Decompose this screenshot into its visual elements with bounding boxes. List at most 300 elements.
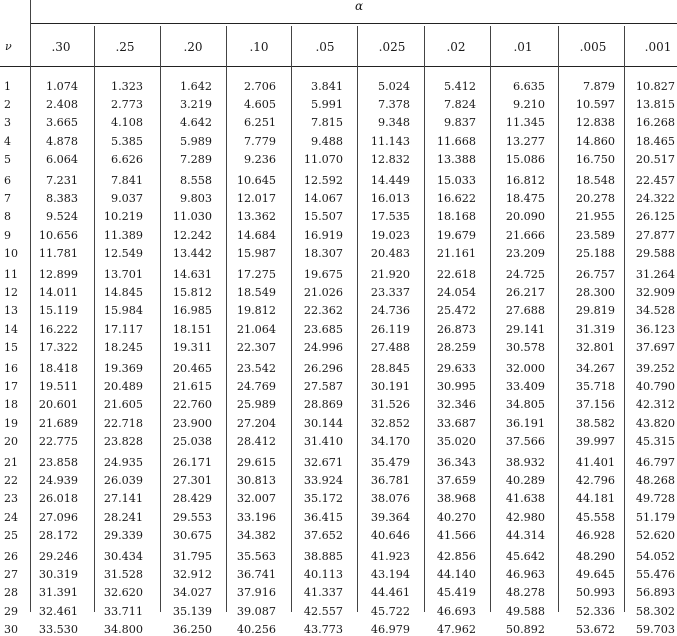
- column-divider-2: [160, 26, 161, 612]
- table-cell: 12.242: [172, 228, 212, 242]
- table-cell: 14.684: [236, 228, 276, 242]
- table-cell: 50.892: [505, 622, 545, 636]
- table-cell: 30.995: [436, 380, 476, 394]
- table-cell: 39.087: [236, 604, 276, 618]
- table-cell: 35.139: [172, 604, 212, 618]
- table-cell: 12.549: [103, 246, 143, 260]
- table-cell: 37.697: [635, 340, 675, 354]
- table-cell: 32.909: [635, 286, 675, 300]
- table-cell: 46.928: [575, 528, 615, 542]
- table-cell: 16.750: [575, 152, 615, 166]
- table-cell: 20.465: [172, 362, 212, 375]
- table-cell: 18.418: [38, 362, 78, 375]
- table-cell: 25.472: [436, 304, 476, 318]
- nu-value: 2: [4, 98, 11, 112]
- column-divider-1: [94, 26, 95, 612]
- table-cell: 20.278: [575, 192, 615, 206]
- table-cell: 32.620: [103, 586, 143, 600]
- table-cell: 34.267: [575, 362, 615, 375]
- table-cell: 15.086: [505, 152, 545, 166]
- column-divider-3: [226, 26, 227, 612]
- table-cell: 29.246: [38, 550, 78, 563]
- table-cell: 28.429: [172, 492, 212, 506]
- table-cell: 7.779: [243, 134, 276, 148]
- table-cell: 35.020: [436, 434, 476, 448]
- table-cell: 22.775: [38, 434, 78, 448]
- table-cell: 22.362: [303, 304, 343, 318]
- table-cell: 13.701: [103, 268, 143, 281]
- column-divider-4: [291, 26, 292, 612]
- table-cell: 19.511: [38, 380, 78, 394]
- table-cell: 10.656: [38, 228, 78, 242]
- table-cell: 58.302: [635, 604, 675, 618]
- table-cell: 34.528: [635, 304, 675, 318]
- table-cell: 18.151: [172, 322, 212, 336]
- table-cell: 50.993: [575, 586, 615, 600]
- table-cell: 27.587: [303, 380, 343, 394]
- table-cell: 4.878: [45, 134, 78, 148]
- table-cell: 9.210: [512, 98, 545, 112]
- table-cell: 14.860: [575, 134, 615, 148]
- table-cell: 3.219: [179, 98, 212, 112]
- table-cell: 52.336: [575, 604, 615, 618]
- table-cell: 10.597: [575, 98, 615, 112]
- table-cell: 49.728: [635, 492, 675, 506]
- table-cell: 16.013: [370, 192, 410, 206]
- table-cell: 38.076: [370, 492, 410, 506]
- table-cell: 7.289: [179, 152, 212, 166]
- table-cell: 15.812: [172, 286, 212, 300]
- table-cell: 5.991: [310, 98, 343, 112]
- table-cell: 4.108: [110, 116, 143, 130]
- table-cell: 28.172: [38, 528, 78, 542]
- table-cell: 35.479: [370, 456, 410, 469]
- table-cell: 48.268: [635, 474, 675, 488]
- table-cell: 5.989: [179, 134, 212, 148]
- table-cell: 40.270: [436, 510, 476, 524]
- table-cell: 20.090: [505, 210, 545, 224]
- table-cell: 7.378: [377, 98, 410, 112]
- table-cell: 34.027: [172, 586, 212, 600]
- table-cell: 36.191: [505, 416, 545, 430]
- table-cell: 51.179: [635, 510, 675, 524]
- table-cell: 15.984: [103, 304, 143, 318]
- column-divider-7: [490, 26, 491, 612]
- table-cell: 23.685: [303, 322, 343, 336]
- table-cell: 56.893: [635, 586, 675, 600]
- table-cell: 1.074: [45, 80, 78, 93]
- table-cell: 14.067: [303, 192, 343, 206]
- table-cell: 31.319: [575, 322, 615, 336]
- table-cell: 21.955: [575, 210, 615, 224]
- table-cell: 45.722: [370, 604, 410, 618]
- nu-value: 12: [4, 286, 18, 300]
- table-cell: 25.038: [172, 434, 212, 448]
- table-cell: 40.289: [505, 474, 545, 488]
- table-cell: 43.194: [370, 568, 410, 582]
- table-cell: 18.465: [635, 134, 675, 148]
- table-cell: 46.963: [505, 568, 545, 582]
- table-cell: 40.256: [236, 622, 276, 636]
- alpha-header-3: .20: [183, 40, 203, 54]
- table-cell: 16.985: [172, 304, 212, 318]
- table-cell: 9.236: [243, 152, 276, 166]
- alpha-label: α: [354, 0, 364, 13]
- nu-value: 18: [4, 398, 18, 412]
- table-cell: 29.615: [236, 456, 276, 469]
- table-cell: 16.812: [505, 174, 545, 187]
- table-cell: 32.000: [505, 362, 545, 375]
- table-cell: 28.412: [236, 434, 276, 448]
- table-cell: 17.275: [236, 268, 276, 281]
- table-cell: 26.119: [370, 322, 410, 336]
- table-cell: 15.987: [236, 246, 276, 260]
- alpha-header-7: .02: [446, 40, 466, 54]
- table-cell: 40.790: [635, 380, 675, 394]
- table-cell: 30.144: [303, 416, 343, 430]
- table-cell: 34.170: [370, 434, 410, 448]
- table-cell: 20.489: [103, 380, 143, 394]
- table-cell: 12.838: [575, 116, 615, 130]
- table-cell: 29.141: [505, 322, 545, 336]
- table-cell: 39.997: [575, 434, 615, 448]
- nu-value: 22: [4, 474, 18, 488]
- table-cell: 29.633: [436, 362, 476, 375]
- alpha-header-10: .001: [644, 40, 672, 54]
- nu-value: 26: [4, 550, 18, 563]
- table-cell: 9.348: [377, 116, 410, 130]
- table-cell: 45.642: [505, 550, 545, 563]
- table-cell: 23.337: [370, 286, 410, 300]
- table-cell: 2.773: [110, 98, 143, 112]
- table-cell: 13.442: [172, 246, 212, 260]
- table-cell: 13.362: [236, 210, 276, 224]
- table-cell: 10.645: [236, 174, 276, 187]
- column-divider-6: [424, 26, 425, 612]
- table-cell: 5.385: [110, 134, 143, 148]
- table-cell: 12.899: [38, 268, 78, 281]
- table-cell: 23.828: [103, 434, 143, 448]
- table-cell: 19.369: [103, 362, 143, 375]
- table-cell: 18.548: [575, 174, 615, 187]
- table-cell: 2.408: [45, 98, 78, 112]
- table-cell: 33.409: [505, 380, 545, 394]
- table-cell: 45.419: [436, 586, 476, 600]
- alpha-header-8: .01: [513, 40, 533, 54]
- nu-value: 13: [4, 304, 18, 318]
- table-cell: 36.741: [236, 568, 276, 582]
- table-cell: 39.364: [370, 510, 410, 524]
- table-cell: 30.319: [38, 568, 78, 582]
- table-cell: 53.672: [575, 622, 615, 636]
- table-cell: 9.837: [443, 116, 476, 130]
- table-cell: 6.626: [110, 152, 143, 166]
- table-cell: 32.912: [172, 568, 212, 582]
- table-cell: 43.820: [635, 416, 675, 430]
- table-cell: 15.119: [38, 304, 78, 318]
- alpha-header-9: .005: [579, 40, 607, 54]
- table-cell: 31.528: [103, 568, 143, 582]
- table-cell: 42.796: [575, 474, 615, 488]
- table-cell: 23.589: [575, 228, 615, 242]
- table-cell: 41.566: [436, 528, 476, 542]
- table-cell: 39.252: [635, 362, 675, 375]
- table-cell: 42.557: [303, 604, 343, 618]
- table-cell: 24.996: [303, 340, 343, 354]
- table-cell: 14.011: [38, 286, 78, 300]
- table-cell: 34.805: [505, 398, 545, 412]
- table-cell: 31.526: [370, 398, 410, 412]
- table-cell: 38.932: [505, 456, 545, 469]
- nu-label: ν: [5, 40, 12, 53]
- table-cell: 21.161: [436, 246, 476, 260]
- table-cell: 20.483: [370, 246, 410, 260]
- table-cell: 49.588: [505, 604, 545, 618]
- table-cell: 33.711: [103, 604, 143, 618]
- table-cell: 41.337: [303, 586, 343, 600]
- table-cell: 10.827: [635, 80, 675, 93]
- table-cell: 21.920: [370, 268, 410, 281]
- table-cell: 14.631: [172, 268, 212, 281]
- table-cell: 36.343: [436, 456, 476, 469]
- table-cell: 26.039: [103, 474, 143, 488]
- table-cell: 30.191: [370, 380, 410, 394]
- table-cell: 7.231: [45, 174, 78, 187]
- table-cell: 6.251: [243, 116, 276, 130]
- table-cell: 35.172: [303, 492, 343, 506]
- nu-value: 20: [4, 434, 18, 448]
- table-cell: 42.312: [635, 398, 675, 412]
- table-cell: 37.659: [436, 474, 476, 488]
- table-cell: 7.815: [310, 116, 343, 130]
- nu-value: 16: [4, 362, 18, 375]
- alpha-header-1: .30: [51, 40, 71, 54]
- table-cell: 6.635: [512, 80, 545, 93]
- nu-value: 8: [4, 210, 11, 224]
- table-cell: 30.578: [505, 340, 545, 354]
- table-cell: 28.845: [370, 362, 410, 375]
- table-cell: 45.558: [575, 510, 615, 524]
- table-cell: 13.388: [436, 152, 476, 166]
- table-cell: 37.916: [236, 586, 276, 600]
- column-divider-5: [357, 26, 358, 612]
- table-cell: 36.250: [172, 622, 212, 636]
- table-cell: 42.856: [436, 550, 476, 563]
- table-cell: 15.507: [303, 210, 343, 224]
- table-cell: 35.563: [236, 550, 276, 563]
- alpha-header-6: .025: [378, 40, 406, 54]
- table-cell: 30.434: [103, 550, 143, 563]
- column-divider-9: [624, 26, 625, 612]
- table-cell: 5.024: [377, 80, 410, 93]
- table-cell: 12.017: [236, 192, 276, 206]
- table-cell: 54.052: [635, 550, 675, 563]
- table-cell: 27.301: [172, 474, 212, 488]
- table-cell: 40.646: [370, 528, 410, 542]
- table-cell: 31.795: [172, 550, 212, 563]
- table-cell: 21.605: [103, 398, 143, 412]
- table-cell: 45.315: [635, 434, 675, 448]
- table-cell: 19.675: [303, 268, 343, 281]
- table-cell: 8.383: [45, 192, 78, 206]
- table-cell: 23.542: [236, 362, 276, 375]
- table-cell: 6.064: [45, 152, 78, 166]
- nu-value: 24: [4, 510, 18, 524]
- table-cell: 32.461: [38, 604, 78, 618]
- table-cell: 17.117: [103, 322, 143, 336]
- table-cell: 13.277: [505, 134, 545, 148]
- table-cell: 32.852: [370, 416, 410, 430]
- table-cell: 43.773: [303, 622, 343, 636]
- table-cell: 33.924: [303, 474, 343, 488]
- table-cell: 46.797: [635, 456, 675, 469]
- alpha-header-4: .10: [249, 40, 269, 54]
- table-cell: 18.307: [303, 246, 343, 260]
- table-cell: 20.517: [635, 152, 675, 166]
- table-cell: 52.620: [635, 528, 675, 542]
- nu-value: 1: [4, 80, 11, 93]
- table-cell: 20.601: [38, 398, 78, 412]
- nu-value: 25: [4, 528, 18, 542]
- nu-value: 17: [4, 380, 18, 394]
- table-cell: 34.800: [103, 622, 143, 636]
- table-cell: 24.725: [505, 268, 545, 281]
- table-cell: 21.666: [505, 228, 545, 242]
- table-cell: 3.841: [310, 80, 343, 93]
- table-cell: 23.900: [172, 416, 212, 430]
- table-cell: 33.687: [436, 416, 476, 430]
- table-cell: 23.209: [505, 246, 545, 260]
- table-cell: 4.605: [243, 98, 276, 112]
- table-cell: 38.582: [575, 416, 615, 430]
- table-cell: 2.706: [243, 80, 276, 93]
- table-cell: 21.689: [38, 416, 78, 430]
- nu-value: 30: [4, 622, 18, 636]
- column-divider-8: [558, 26, 559, 612]
- nu-value: 10: [4, 246, 18, 260]
- table-cell: 21.026: [303, 286, 343, 300]
- table-cell: 33.196: [236, 510, 276, 524]
- table-cell: 30.675: [172, 528, 212, 542]
- table-cell: 55.476: [635, 568, 675, 582]
- nu-value: 28: [4, 586, 18, 600]
- table-cell: 36.123: [635, 322, 675, 336]
- table-cell: 10.219: [103, 210, 143, 224]
- table-cell: 32.346: [436, 398, 476, 412]
- table-cell: 37.652: [303, 528, 343, 542]
- table-cell: 30.813: [236, 474, 276, 488]
- nu-column-divider: [30, 0, 31, 612]
- nu-value: 7: [4, 192, 11, 206]
- table-cell: 9.803: [179, 192, 212, 206]
- table-cell: 28.300: [575, 286, 615, 300]
- table-cell: 18.549: [236, 286, 276, 300]
- table-cell: 44.314: [505, 528, 545, 542]
- table-cell: 9.524: [45, 210, 78, 224]
- table-cell: 46.693: [436, 604, 476, 618]
- table-cell: 11.781: [38, 246, 78, 260]
- table-cell: 40.113: [303, 568, 343, 582]
- table-cell: 17.535: [370, 210, 410, 224]
- table-cell: 26.757: [575, 268, 615, 281]
- table-cell: 49.645: [575, 568, 615, 582]
- table-cell: 7.841: [110, 174, 143, 187]
- table-cell: 42.980: [505, 510, 545, 524]
- table-cell: 41.923: [370, 550, 410, 563]
- table-cell: 22.307: [236, 340, 276, 354]
- table-cell: 22.718: [103, 416, 143, 430]
- nu-value: 14: [4, 322, 18, 336]
- table-cell: 34.382: [236, 528, 276, 542]
- table-cell: 29.553: [172, 510, 212, 524]
- table-cell: 38.885: [303, 550, 343, 563]
- table-cell: 37.566: [505, 434, 545, 448]
- table-cell: 18.475: [505, 192, 545, 206]
- table-cell: 24.939: [38, 474, 78, 488]
- table-cell: 36.781: [370, 474, 410, 488]
- table-cell: 41.401: [575, 456, 615, 469]
- table-cell: 22.760: [172, 398, 212, 412]
- table-cell: 46.979: [370, 622, 410, 636]
- nu-value: 21: [4, 456, 18, 469]
- table-cell: 36.415: [303, 510, 343, 524]
- table-cell: 14.845: [103, 286, 143, 300]
- table-cell: 16.222: [38, 322, 78, 336]
- table-cell: 24.736: [370, 304, 410, 318]
- table-cell: 48.290: [575, 550, 615, 563]
- table-cell: 16.622: [436, 192, 476, 206]
- table-cell: 31.391: [38, 586, 78, 600]
- table-cell: 19.311: [172, 340, 212, 354]
- nu-value: 15: [4, 340, 18, 354]
- table-cell: 29.819: [575, 304, 615, 318]
- table-cell: 12.592: [303, 174, 343, 187]
- table-cell: 29.588: [635, 246, 675, 260]
- table-cell: 44.181: [575, 492, 615, 506]
- table-cell: 16.919: [303, 228, 343, 242]
- table-cell: 24.769: [236, 380, 276, 394]
- table-cell: 8.558: [179, 174, 212, 187]
- table-cell: 16.268: [635, 116, 675, 130]
- table-cell: 3.665: [45, 116, 78, 130]
- table-cell: 11.345: [505, 116, 545, 130]
- table-cell: 27.204: [236, 416, 276, 430]
- table-cell: 19.023: [370, 228, 410, 242]
- table-cell: 24.935: [103, 456, 143, 469]
- table-cell: 32.671: [303, 456, 343, 469]
- nu-value: 6: [4, 174, 11, 187]
- table-cell: 29.339: [103, 528, 143, 542]
- table-cell: 32.007: [236, 492, 276, 506]
- alpha-header-5: .05: [315, 40, 335, 54]
- table-cell: 35.718: [575, 380, 615, 394]
- table-cell: 31.410: [303, 434, 343, 448]
- nu-value: 5: [4, 152, 11, 166]
- table-cell: 38.968: [436, 492, 476, 506]
- table-cell: 22.457: [635, 174, 675, 187]
- table-cell: 26.125: [635, 210, 675, 224]
- table-cell: 31.264: [635, 268, 675, 281]
- table-cell: 47.962: [436, 622, 476, 636]
- nu-value: 27: [4, 568, 18, 582]
- table-cell: 27.877: [635, 228, 675, 242]
- table-cell: 27.488: [370, 340, 410, 354]
- table-cell: 25.188: [575, 246, 615, 260]
- table-cell: 59.703: [635, 622, 675, 636]
- table-cell: 26.217: [505, 286, 545, 300]
- table-cell: 26.171: [172, 456, 212, 469]
- header-bottom-rule: [0, 66, 677, 67]
